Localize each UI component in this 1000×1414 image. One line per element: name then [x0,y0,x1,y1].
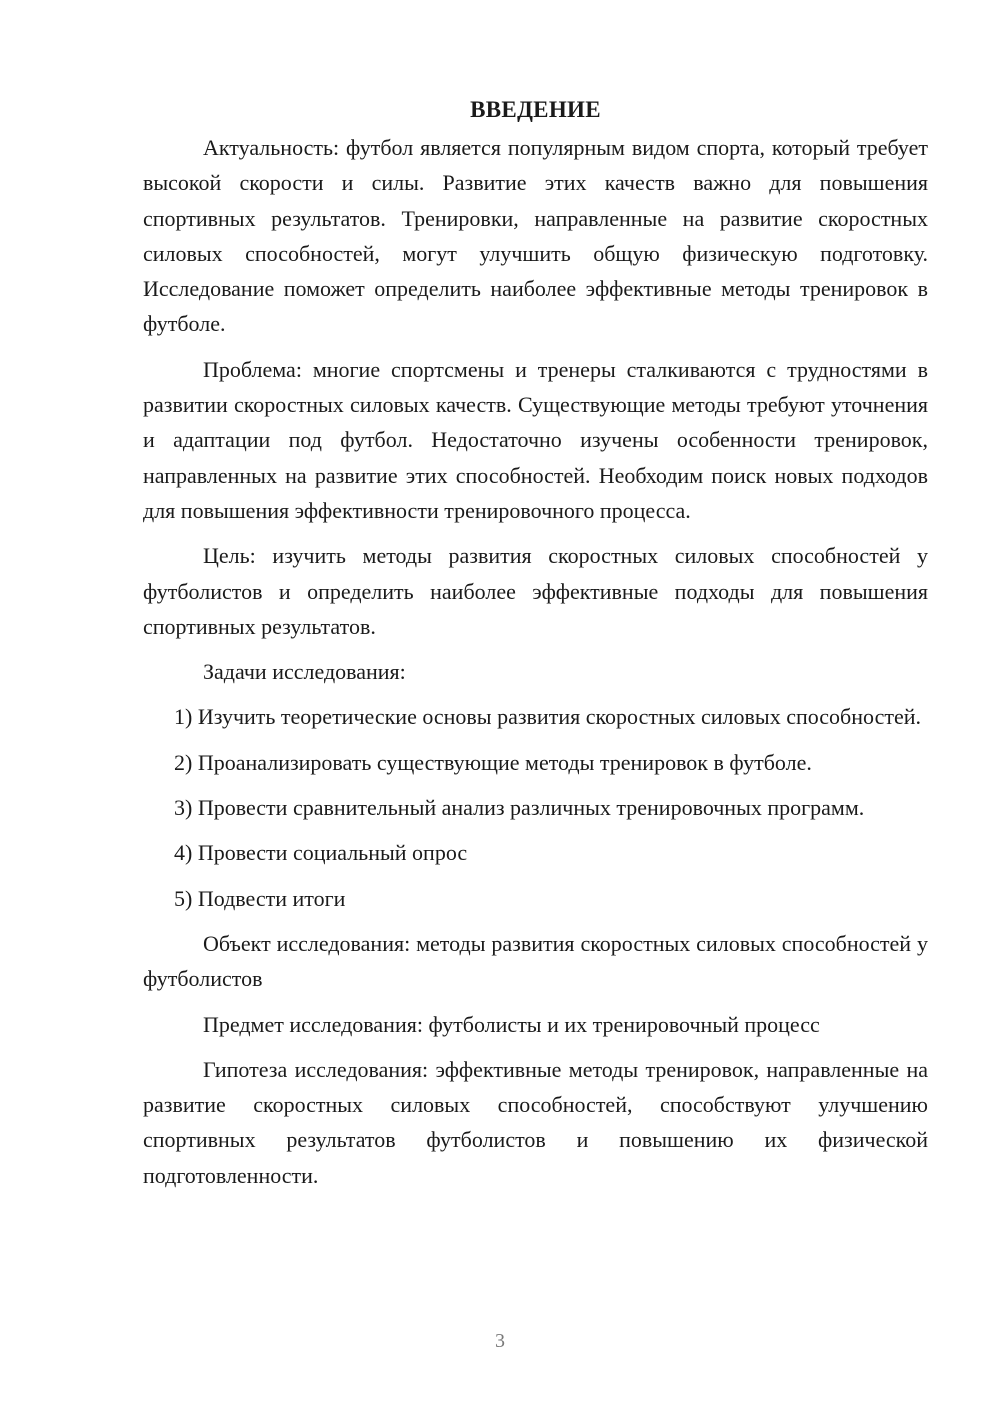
object-paragraph: Объект исследования: методы развития скоростных силовых способностей у футболистов [143,930,928,992]
task-item-2: 2) Проанализировать существующие методы тренировок в футболе. [174,749,812,775]
task-item-4: 4) Провести социальный опрос [174,840,468,866]
task-item-5: 5) Подвести итоги [174,885,346,911]
hypothesis-paragraph: Гипотеза исследования: эффективные методы тренировок, направленные на развитие скоростных силовых способностей, способствуют улучшению спортивных результатов футболистов и повышению их физической подготовленности. [143,1056,928,1188]
relevance-paragraph: Актуальность: футбол является популярным видом спорта, который требует высокой скорости и силы. Развитие этих качеств важно для повышения спортивных результатов. Тренировки, направленные на развитие скоростных силовых способностей, могут улучшить общую физическую подготовку. Исследование поможет определить наиболее эффективные методы тренировок в футболе. [143,135,928,337]
section-title: ВВЕДЕНИЕ [470,97,601,122]
tasks-heading: Задачи исследования: [203,659,406,685]
subject-paragraph: Предмет исследования: футболисты и их тренировочный процесс [203,1011,820,1037]
task-item-3: 3) Провести сравнительный анализ различных тренировочных программ. [174,795,865,821]
problem-paragraph: Проблема: многие спортсмены и тренеры сталкиваются с трудностями в развитии скоростных силовых качеств. Существующие методы требуют уточнения и адаптации под футбол. Недостаточно изучены особенности тренировок, направленных на развитие этих способностей. Необходим поиск новых подходов для повышения эффективности тренировочного процесса. [143,356,928,523]
document-page [143,92,928,1203]
goal-paragraph: Цель: изучить методы развития скоростных силовых способностей у футболистов и определить наиболее эффективные подходы для повышения спортивных результатов. [143,543,928,639]
task-item-1: 1) Изучить теоретические основы развития скоростных силовых способностей. [174,704,921,730]
page-number: 3 [495,1330,505,1352]
